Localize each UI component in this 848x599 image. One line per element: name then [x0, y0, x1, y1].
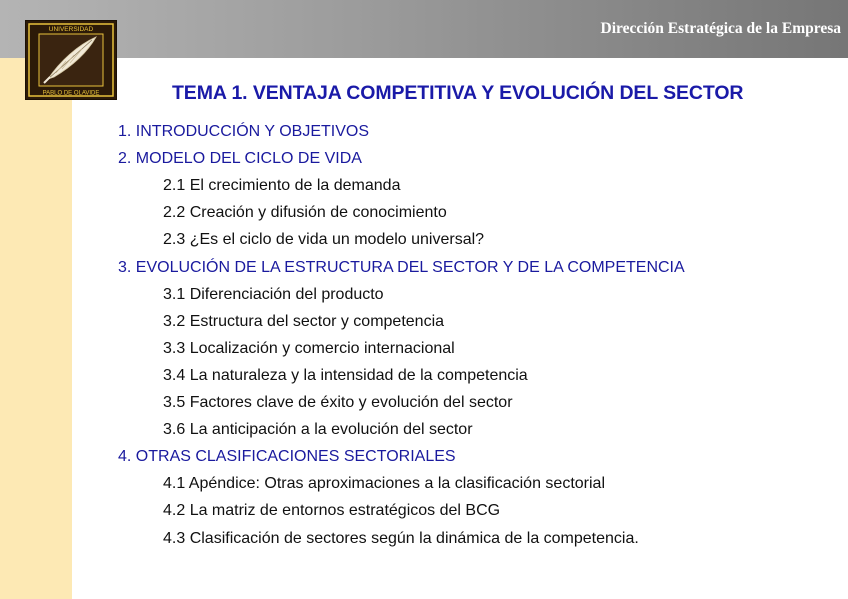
toc-item-4-2: 4.2 La matriz de entornos estratégicos del BCG [163, 502, 501, 520]
logo-top-text: UNIVERSIDAD [48, 26, 94, 33]
toc-section-1: 1. INTRODUCCIÓN Y OBJETIVOS [118, 123, 370, 140]
university-logo [25, 20, 117, 100]
header-bar [0, 0, 848, 58]
toc-section-4: 4. OTRAS CLASIFICACIONES SECTORIALES [118, 448, 456, 466]
logo-bottom-text: PABLO DE OLAVIDE [42, 90, 100, 97]
toc-section-2: 2. MODELO DEL CICLO DE VIDA [118, 150, 362, 168]
slide-title: TEMA 1. VENTAJA COMPETITIVA Y EVOLUCIÓN DEL SECTOR [172, 82, 744, 104]
toc-item-3-2: 3.2 Estructura del sector y competencia [163, 312, 445, 330]
toc-item-3-3: 3.3 Localización y comercio internacional [163, 339, 455, 357]
toc-item-3-4: 3.4 La naturaleza y la intensidad de la competencia [163, 366, 528, 384]
toc-item-2-2: 2.2 Creación y difusión de conocimiento [163, 204, 447, 222]
toc-item-2-3: 2.3 ¿Es el ciclo de vida un modelo universal? [163, 231, 485, 249]
course-title: Dirección Estratégica de la Empresa [600, 20, 841, 37]
toc-item-4-1: 4.1 Apéndice: Otras aproximaciones a la clasificación sectorial [163, 475, 605, 493]
toc-item-4-3: 4.3 Clasificación de sectores según la dinámica de la competencia. [163, 529, 639, 547]
side-band [0, 58, 72, 599]
quill-emblem-icon [26, 21, 116, 99]
toc-item-2-1: 2.1 El crecimiento de la demanda [163, 177, 401, 195]
toc-item-3-6: 3.6 La anticipación a la evolución del sector [163, 421, 473, 439]
toc-item-3-1: 3.1 Diferenciación del producto [163, 285, 384, 303]
toc-section-3: 3. EVOLUCIÓN DE LA ESTRUCTURA DEL SECTOR Y DE LA COMPETENCIA [118, 258, 685, 276]
toc-item-3-5: 3.5 Factores clave de éxito y evolución del sector [163, 394, 513, 411]
